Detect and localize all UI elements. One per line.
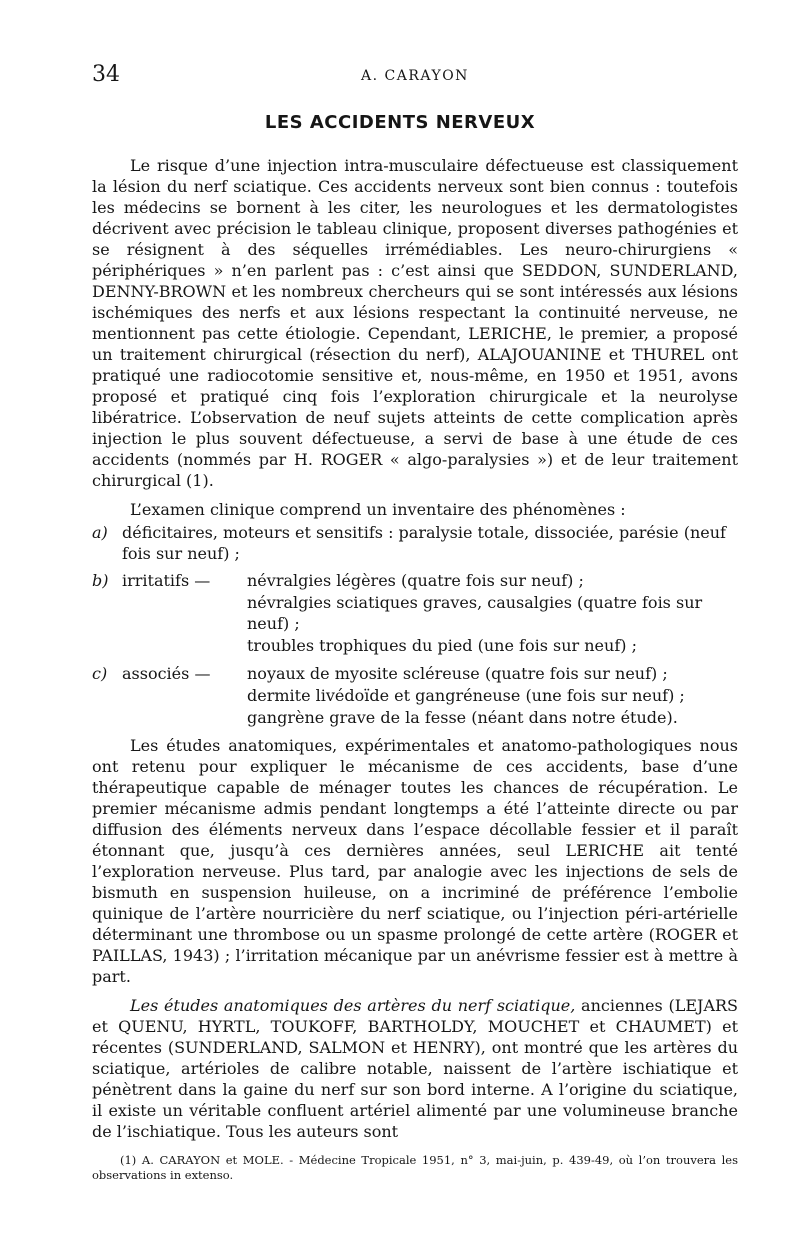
page-header	[92, 62, 738, 90]
footnote-text: A. CARAYON et MOLE. - Médecine Tropicale 1951, n° 3, mai-juin, p. 439-49, où l’on trouvera les observations in extenso.	[92, 1153, 739, 1182]
list-marker: c)	[92, 664, 108, 683]
paragraph-anatomy	[92, 995, 738, 1142]
page-number: 34	[92, 62, 120, 87]
paragraph-anatomy-text: anciennes (LEJARS et QUENU, HYRTL, TOUKOFF, BARTHOLDY, MOUCHET et CHAUMET) et récentes (SUNDERLAND, SALMON et HENRY), ont montré que les artères du sciatique, artérioles de calibre notable, naissent de l’artère ischiatique et pénètrent dans la gaine du nerf sur son bord interne. A l’origine du sciatique, il existe un véritable confluent artériel alimenté par une volumineuse branche de l’ischiatique. Tous les auteurs sont	[92, 996, 739, 1141]
italic-phrase: Les études anatomiques des artères du nerf sciatique,	[130, 996, 576, 1015]
list-line: noyaux de myosite scléreuse (quatre fois sur neuf) ;	[247, 664, 668, 683]
list-marker: b)	[92, 571, 109, 590]
list-label: associés —	[122, 664, 211, 683]
running-head: A. CARAYON	[361, 68, 469, 84]
list-line: dermite livédoïde et gangréneuse (une fois sur neuf) ;	[247, 686, 685, 705]
paragraph-intro: Le risque d’une injection intra-musculaire défectueuse est classiquement la lésion du nerf sciatique. Ces accidents nerveux sont bien connus : toutefois les médecins se bornent à les citer, les neurologues et les dermatologistes décrivent avec précision le tableau clinique, proposent diverses pathogénies et se résignent à des séquelles irrémédiables. Les neuro-chirurgiens « périphériques » n’en parlent pas : c’est ainsi que SEDDON, SUNDERLAND, DENNY-BROWN et les nombreux chercheurs qui se sont intéressés aux lésions ischémiques des nerfs et aux lésions respectant la continuité nerveuse, ne mentionnent pas cette étiologie. Cependant, LERICHE, le premier, a proposé un traitement chirurgical (résection du nerf), ALAJOUANINE et THUREL ont pratiqué une radiocotomie sensitive et, nous-même, en 1950 et 1951, avons proposé et pratiqué cinq fois l’exploration chirurgicale et la neurolyse libératrice. L’observation de neuf sujets atteints de cette complication après injection le plus souvent défectueuse, a servi de base à une étude de ces accidents (nommés par H. ROGER « algo-paralysies ») et de leur traitement chirurgical (1).	[92, 156, 738, 490]
list-item-c-lines	[247, 663, 738, 729]
list-line: névralgies sciatiques graves, causalgies (quatre fois sur neuf) ;	[247, 593, 703, 633]
list-item-b-lines	[247, 570, 738, 657]
list-line: troubles trophiques du pied (une fois sur neuf) ;	[247, 636, 637, 655]
body-text	[92, 155, 738, 1150]
list-line: névralgies légères (quatre fois sur neuf) ;	[247, 571, 584, 590]
list-item-c	[92, 663, 738, 729]
list-intro: L’examen clinique comprend un inventaire des phénomènes :	[130, 500, 626, 519]
list-line: gangrène grave de la fesse (néant dans notre étude).	[247, 708, 678, 727]
list-label: irritatifs —	[122, 571, 211, 590]
list-item-a	[92, 522, 738, 564]
list-item-a-text: déficitaires, moteurs et sensitifs : paralysie totale, dissociée, parésie (neuf fois sur neuf) ;	[122, 523, 726, 563]
footnote-number: (1)	[120, 1153, 137, 1167]
footnote	[92, 1153, 738, 1183]
section-title: LES ACCIDENTS NERVEUX	[264, 112, 536, 133]
paragraph-mechanism: Les études anatomiques, expérimentales et anatomo-pathologiques nous ont retenu pour expliquer le mécanisme de ces accidents, base d’une thérapeutique capable de ménager toutes les chances de récupération. Le premier mécanisme admis pendant longtemps a été l’atteinte directe ou par diffusion des éléments nerveux dans l’espace décollable fessier et il paraît étonnant que, jusqu’à ces dernières années, seul LERICHE ait tenté l’exploration nerveuse. Plus tard, par analogie avec les injections de sels de bismuth en suspension huileuse, on a incriminé de préférence l’embolie quinique de l’artère nourricière du nerf sciatique, ou l’injection péri-artérielle déterminant une thrombose ou un spasme prolongé de cette artère (ROGER et PAILLAS, 1943) ; l’irritation mécanique par un anévrisme fessier est à mettre à part.	[92, 736, 738, 986]
list-marker: a)	[92, 523, 108, 542]
list-item-b	[92, 570, 738, 657]
